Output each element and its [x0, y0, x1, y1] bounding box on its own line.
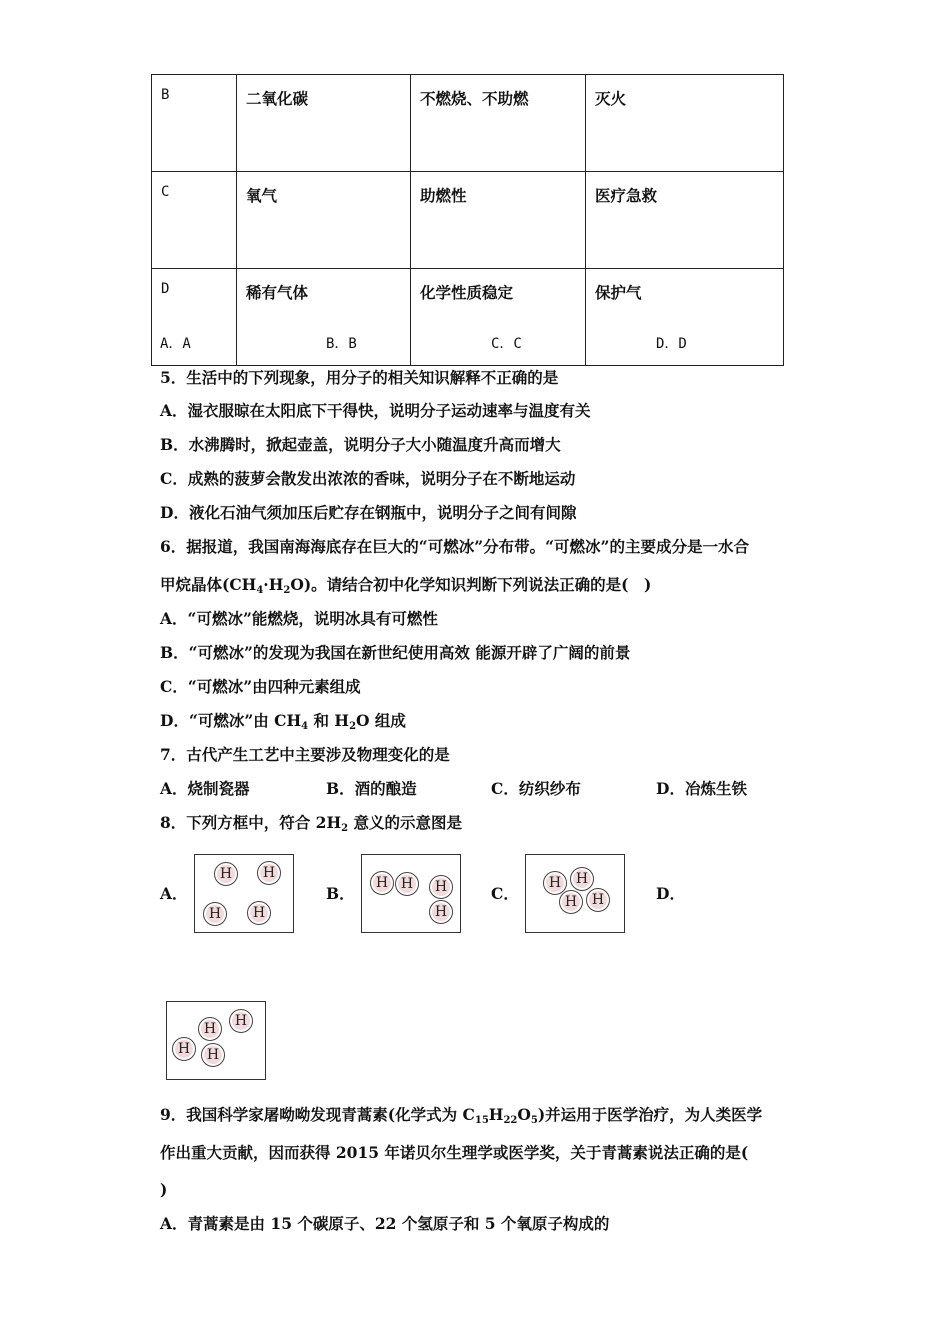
- table-cell-substance: 二氧化碳: [237, 75, 411, 172]
- q7-option-a: A．烧制瓷器: [160, 779, 250, 798]
- q7-option-d: D．冶炼生铁: [656, 779, 747, 798]
- q7-option-b: B．酒的酿造: [326, 779, 417, 798]
- hydrogen-atom: H: [229, 1009, 253, 1033]
- diagram-c: [525, 854, 625, 933]
- hydrogen-atom: H: [370, 871, 394, 895]
- hydrogen-atom: H: [559, 890, 583, 914]
- table-cell-use: 医疗急救: [586, 172, 784, 269]
- q4-option-b: B．B: [326, 336, 357, 352]
- q7-stem: 7．古代产生工艺中主要涉及物理变化的是: [160, 745, 450, 764]
- q8-label-c: C．: [491, 884, 519, 903]
- table-row: [152, 172, 784, 269]
- table-cell-substance: 氧气: [237, 172, 411, 269]
- q8-stem: 8．下列方框中，符合 $2H_2$ 意义的示意图是: [160, 813, 462, 834]
- table-cell-property: 不燃烧、不助燃: [411, 75, 586, 172]
- diagram-b: [361, 854, 461, 933]
- q5-option-a: A．湿衣服晾在太阳底下干得快，说明分子运动速率与温度有关: [160, 401, 591, 420]
- q6-option-c: C．“可燃冰”由四种元素组成: [160, 677, 361, 696]
- table-cell-letter: C: [152, 172, 237, 269]
- hydrogen-atom: H: [203, 902, 227, 926]
- q8-label-d: D．: [656, 884, 685, 903]
- hydrogen-atom: H: [395, 872, 419, 896]
- table-cell-property: 化学性质稳定: [411, 269, 586, 366]
- hydrogen-atom: H: [214, 862, 238, 886]
- hydrogen-atom: H: [172, 1037, 196, 1061]
- q5-stem: 5．生活中的下列现象，用分子的相关知识解释不正确的是: [160, 368, 559, 387]
- diagram-a: [194, 854, 294, 933]
- q9-stem-line1: 9．我国科学家屠呦呦发现青蒿素(化学式为 $C_{15}H_{22}O_5$)并运用于医学治疗，为人类医学: [160, 1105, 763, 1126]
- table-row: [152, 75, 784, 172]
- diagram-d: [166, 1001, 266, 1080]
- q6-option-a: A．“可燃冰”能燃烧，说明冰具有可燃性: [160, 609, 438, 628]
- hydrogen-atom: H: [198, 1017, 222, 1041]
- hydrogen-atom: H: [586, 888, 610, 912]
- q4-option-c: C．C: [491, 336, 522, 352]
- q7-option-c: C．纺织纱布: [491, 779, 581, 798]
- hydrogen-atom: H: [257, 861, 281, 885]
- q9-option-a: A．青蒿素是由 15 个碳原子、22 个氢原子和 5 个氧原子构成的: [160, 1214, 610, 1233]
- properties-table: [151, 74, 784, 366]
- hydrogen-atom: H: [201, 1043, 225, 1067]
- hydrogen-atom: H: [570, 867, 594, 891]
- q6-stem-line2: 甲烷晶体$(CH_4\cdot H_2O)$。请结合初中化学知识判断下列说法正确的是( ): [160, 575, 652, 596]
- q5-option-d: D．液化石油气须加压后贮存在钢瓶中，说明分子之间有间隙: [160, 503, 577, 522]
- q4-option-a: A．A: [160, 336, 191, 352]
- q4-option-d: D．D: [656, 336, 687, 352]
- q9-stem-line2: 作出重大贡献，因而获得 2015 年诺贝尔生理学或医学奖，关于青蒿素说法正确的是(: [160, 1143, 749, 1162]
- table-cell-use: 灭火: [586, 75, 784, 172]
- table-cell-property: 助燃性: [411, 172, 586, 269]
- q6-option-d: D．“可燃冰”由 $CH_4$ 和 $H_2O$ 组成: [160, 711, 406, 732]
- table-cell-letter: D: [152, 269, 237, 366]
- q5-option-c: C．成熟的菠萝会散发出浓浓的香味，说明分子在不断地运动: [160, 469, 576, 488]
- hydrogen-atom: H: [429, 875, 453, 899]
- table-row: [152, 269, 784, 366]
- q6-option-b: B．“可燃冰”的发现为我国在新世纪使用高效 能源开辟了广阔的前景: [160, 643, 631, 662]
- hydrogen-atom: H: [247, 901, 271, 925]
- table-cell-letter: B: [152, 75, 237, 172]
- q6-stem-line1: 6．据报道，我国南海海底存在巨大的“可燃冰”分布带。“可燃冰”的主要成分是一水合: [160, 537, 749, 556]
- table-cell-use: 保护气: [586, 269, 784, 366]
- hydrogen-atom: H: [543, 871, 567, 895]
- q9-stem-line3: ): [160, 1180, 168, 1199]
- q8-label-a: A．: [160, 884, 188, 903]
- hydrogen-atom: H: [429, 900, 453, 924]
- table-cell-substance: 稀有气体: [237, 269, 411, 366]
- q5-option-b: B．水沸腾时，掀起壶盖，说明分子大小随温度升高而增大: [160, 435, 561, 454]
- q8-label-b: B．: [326, 884, 355, 903]
